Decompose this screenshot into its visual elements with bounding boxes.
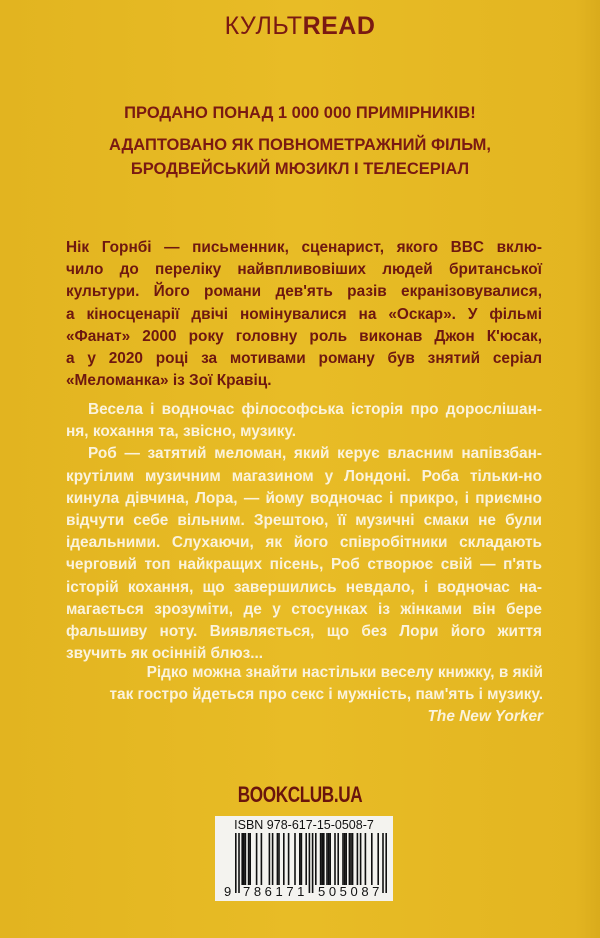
- adaptation-claim-line-1: АДАПТОВАНО ЯК ПОВНОМЕТРАЖНИЙ ФІЛЬМ,: [108, 136, 491, 154]
- review-line: так гостро йдеться про секс і мужність, пам'ять і музику.: [109, 686, 543, 704]
- barcode-bar: [349, 833, 351, 885]
- barcode-digit-group: 786171: [243, 884, 308, 899]
- barcode-bar: [377, 833, 379, 885]
- description-line: ня, кохання та, звісно, музику.: [66, 423, 296, 441]
- barcode-bar: [328, 833, 330, 885]
- description-line: фальшиву ноту. Виявляється, що без Лори його життя: [66, 622, 542, 640]
- barcode-bar: [299, 833, 301, 885]
- bio-line: Нік Горнбі — письменник, сценарист, якого BBC вклю-: [66, 239, 542, 256]
- barcode-bar: [357, 833, 359, 885]
- author-bio: [66, 237, 542, 392]
- barcode-bar: [320, 833, 322, 885]
- barcode-bar: [345, 833, 347, 885]
- series-logo-suffix: READ: [302, 12, 376, 40]
- bio-line: «Меломанка» із Зої Кравіц.: [66, 372, 272, 390]
- barcode-bar: [243, 833, 245, 885]
- series-logo: [0, 12, 600, 41]
- description-line: Весела і водночас філософська історія про дорослішан-: [88, 401, 542, 418]
- barcode-bar: [283, 833, 285, 885]
- barcode-bar: [385, 833, 387, 893]
- barcode-bar: [261, 833, 263, 885]
- barcode-bar: [301, 833, 303, 885]
- bio-line: а кіносценарії двічі номінувалися на «Оскар». У фільмі: [66, 305, 542, 323]
- barcode-bar: [235, 833, 237, 893]
- bio-line: чило до переліку найвпливовіших людей британської: [66, 261, 542, 279]
- barcode-bar: [245, 833, 247, 885]
- isbn-barcode: [215, 816, 393, 901]
- bio-line: «Фанат» 2000 року головну роль виконав Джон К'юсак,: [66, 327, 542, 345]
- barcode-bar: [305, 833, 307, 885]
- barcode-bar: [350, 833, 352, 885]
- book-description: [66, 399, 542, 665]
- barcode-bar: [241, 833, 243, 885]
- review-quote: [60, 662, 543, 729]
- description-line: звучить як осінній блюз...: [66, 645, 264, 663]
- barcode-digit-group: 505087: [318, 884, 383, 899]
- barcode-bar: [365, 833, 367, 885]
- review-line: Рідко можна знайти настільки веселу книжку, в якій: [146, 664, 543, 681]
- barcode-digit-group: 9: [224, 884, 232, 899]
- sales-claim: ПРОДАНО ПОНАД 1 000 000 ПРИМІРНИКІВ!: [124, 104, 476, 122]
- barcode-bar: [309, 833, 311, 893]
- barcode-bar: [371, 833, 373, 885]
- description-line: крутілим музичним магазином у Лондоні. Роба тільки-но: [66, 467, 542, 485]
- barcode-bar: [342, 833, 344, 885]
- barcode-bar: [360, 833, 362, 885]
- bio-line: а у 2020 році за мотивами роману був знятий серіал: [66, 349, 542, 367]
- adaptation-claim-line-2: БРОДВЕЙСЬКИЙ МЮЗИКЛ І ТЕЛЕСЕРІАЛ: [130, 160, 470, 178]
- barcode-bar: [326, 833, 328, 885]
- barcode-bar: [321, 833, 323, 885]
- barcode-bar: [238, 833, 240, 893]
- description-line: черговий топ найкращих пісень, Роб створює свій — п'ять: [66, 556, 542, 574]
- barcode-bar: [352, 833, 354, 885]
- barcode-bar: [272, 833, 274, 885]
- barcode-bar: [288, 833, 290, 885]
- barcode-bar: [294, 833, 296, 885]
- barcode-bar: [315, 833, 317, 885]
- barcode-bar: [334, 833, 336, 885]
- barcode-bar: [269, 833, 271, 885]
- review-source: The New Yorker: [427, 708, 543, 726]
- description-line: кинула дівчина, Лора, — йому водночас і прикро, і приємно: [66, 489, 542, 507]
- isbn-label: ISBN 978-617-15-0508-7: [234, 818, 374, 832]
- barcode-bar: [329, 833, 331, 885]
- barcode-bar: [278, 833, 280, 885]
- description-line: історій кохання, що завершились невдало, і водночас на-: [66, 578, 542, 596]
- barcode-bar: [323, 833, 325, 885]
- barcode-bar: [249, 833, 251, 885]
- description-line: магається зрозуміти, де у стосунках із жінками він бере: [66, 600, 542, 618]
- description-line: ідеальними. Слухаючи, як його співробітники складають: [66, 534, 542, 552]
- barcode-bar: [312, 833, 314, 893]
- barcode-bar: [344, 833, 346, 885]
- description-line: відчути себе вільним. Зрештою, її музичні смаки не були: [66, 511, 542, 529]
- barcode-bar: [248, 833, 250, 885]
- barcode-bar: [256, 833, 258, 885]
- barcode-bar: [337, 833, 339, 885]
- series-logo-prefix: КУЛЬТ: [224, 12, 303, 40]
- description-line: Роб — затятий меломан, який керує власним напівзбан-: [88, 445, 542, 463]
- barcode-bar: [277, 833, 279, 885]
- bio-line: культури. Його романи дев'ять разів екранізовувалися,: [66, 283, 542, 301]
- publisher-website: BOOKCLUB.UA: [237, 782, 363, 807]
